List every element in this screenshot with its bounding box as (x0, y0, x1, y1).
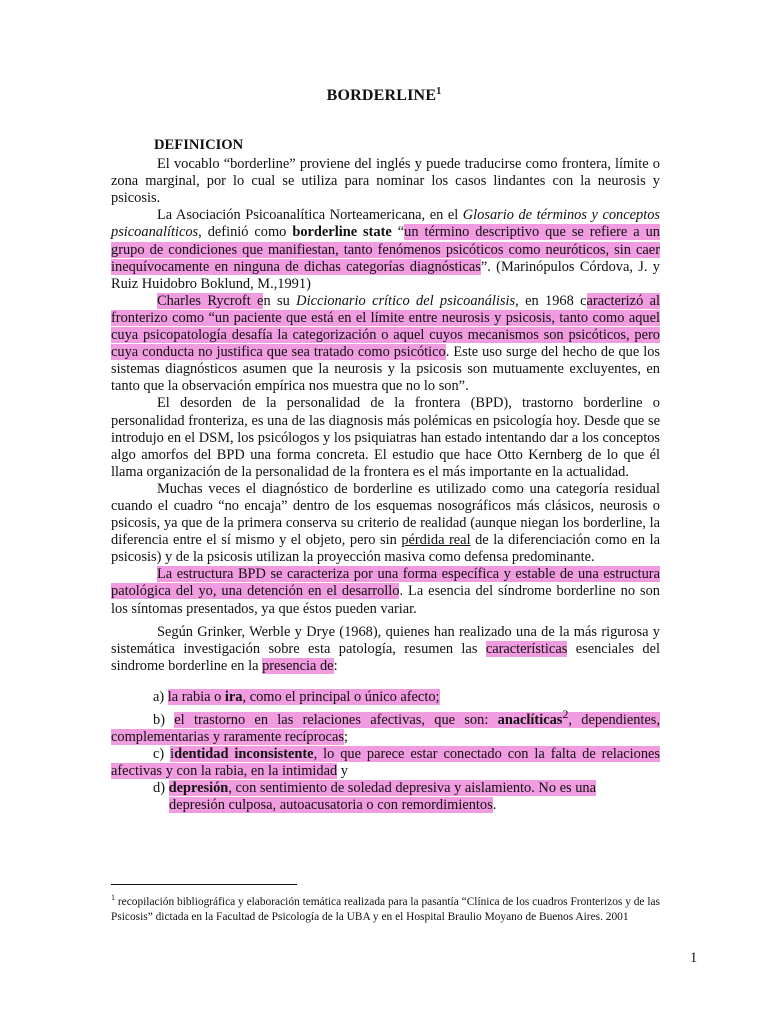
section-heading: DEFINICION (154, 137, 244, 153)
criteria-list (111, 689, 660, 814)
highlight: Charles Rycroft e (157, 292, 264, 309)
underlined-text: pérdida real (401, 532, 471, 549)
highlight: presencia de (262, 657, 334, 674)
document-title (0, 86, 768, 105)
title-footnote-ref: 1 (436, 86, 442, 97)
list-item: b) el trastorno en las relaciones afectivas, que son: anaclíticas$^2$, dependientes, complementarias y raramente recíprocas; (111, 707, 661, 745)
paragraph-4: El desorden de la personalidad de la frontera (BPD), trastorno borderline o personalidad fronteriza, es una de las diagnosis más polémicas en psicología hoy. Desde que se introdujo en el DSM, los psicólogos y los psiquiatras han estado intentando dar a los conceptos algo amorfos del BPD una forma concreta. El estudio que hace Otto Kernberg de lo que él llama organización de la personalidad de la frontera es el más importante en la actualidad. (111, 395, 660, 480)
paragraph-3: Charles Rycroft en su Diccionario crítico del psicoanálisis, en 1968 caracterizó al fronterizo como “un paciente que está en el límite entre neurosis y psicosis, tanto como aquel cuya psicopatología desafía la categorización o aquel cuyos mecanismos son psicóticos, pero cuya conducta no justifica que sea tratado como psicótico. Este uso surge del hecho de que los sistemas diagnósticos asumen que la neurosis y la psicosis son mutuamente excluyentes, en tanto que la observación empírica nos muestra que no lo son”. (111, 292, 661, 395)
list-item: a) la rabia o ira, como el principal o único afecto; (153, 688, 440, 705)
highlight: un término descriptivo que se refiere a un grupo de condiciones que manifiestan, tanto fenómenos psicóticos como neuróticos, sin caer inequívocamente en ninguna de dichas categorías diagnósticas (111, 224, 660, 275)
page-number: 1 (690, 950, 698, 966)
title-text: BORDERLINE (326, 87, 437, 104)
list-item: c) identidad inconsistente, lo que parece estar conectado con la falta de relaciones afectivas y con la rabia, en la intimidad y (111, 745, 661, 780)
highlight: aracterizó al fronterizo como “un paciente que está en el límite entre neurosis y psicosis, tanto como aquel cuya psicopatología desafía la categorización o aquel cuyos mecanismos son psicóticos, pero cuya conducta no justifica que sea tratado como psicótico (111, 292, 661, 361)
document-body (111, 137, 660, 814)
footnote-divider (111, 884, 297, 885)
footnote: $^1$ recopilación bibliográfica y elaboración temática realizada para la pasantía “Clínica de los cuadros Fronterizos y de las Psicosis” dictada en la Facultad de Psicología de la UBA y en el Hospital Braulio Moyano de Buenos Aires. 2001 (111, 893, 660, 923)
term-borderline-state: borderline state (292, 224, 392, 241)
list-item-continuation: depresión culposa, autoacusatoria o con remordimientos. (169, 797, 497, 814)
highlight: La estructura BPD se caracteriza por una forma específica y estable de una estructura patológica del yo, una detención en el desarrollo (111, 566, 660, 600)
dictionary-title: Diccionario crítico del psicoanálisis (296, 292, 516, 309)
glossary-title: Glosario de términos y conceptos psicoanalíticos (111, 207, 660, 241)
paragraph-1: El vocablo “borderline” proviene del inglés y puede traducirse como frontera, límite o zona marginal, por lo cual se utiliza para nominar los casos lindantes con la neurosis y psicosis. (111, 156, 660, 207)
paragraph-5: Muchas veces el diagnóstico de borderline es utilizado como una categoría residual cuando el cuadro “no encaja” dentro de los esquemas nosográficos más clásicos, neurosis o psicosis, ya que de la primera conserva su criterio de realidad (aunque niegan los borderline, la diferencia entre el sí mismo y el objeto, pero sin pérdida real de la diferenciación como en la psicosis) y de la psicosis utilizan la proyección masiva como defensa predominante. (111, 480, 660, 566)
highlight: características (485, 640, 568, 657)
paragraph-7: Según Grinker, Werble y Drye (1968), quienes han realizado una de la más rigurosa y sistemática investigación sobre esta patología, resumen las características esenciales del sindrome borderline en la presencia de: (111, 623, 660, 674)
list-item: d) depresión, con sentimiento de soledad depresiva y aislamiento. No es una (153, 780, 596, 797)
paragraph-2: La Asociación Psicoanalítica Norteamericana, en el Glosario de términos y conceptos psicoanalíticos, definió como borderline state “un término descriptivo que se refiere a un grupo de condiciones que manifiestan, tanto fenómenos psicóticos como neuróticos, sin caer inequívocamente en ninguna de dichas categorías diagnósticas”. (Marinópulos Córdova, J. y Ruiz Huidobro Boklund, M.,1991) (111, 207, 660, 292)
paragraph-6: La estructura BPD se caracteriza por una forma específica y estable de una estructura patológica del yo, una detención en el desarrollo. La esencia del síndrome borderline no son los síntomas presentados, ya que éstos pueden variar. (111, 566, 660, 617)
